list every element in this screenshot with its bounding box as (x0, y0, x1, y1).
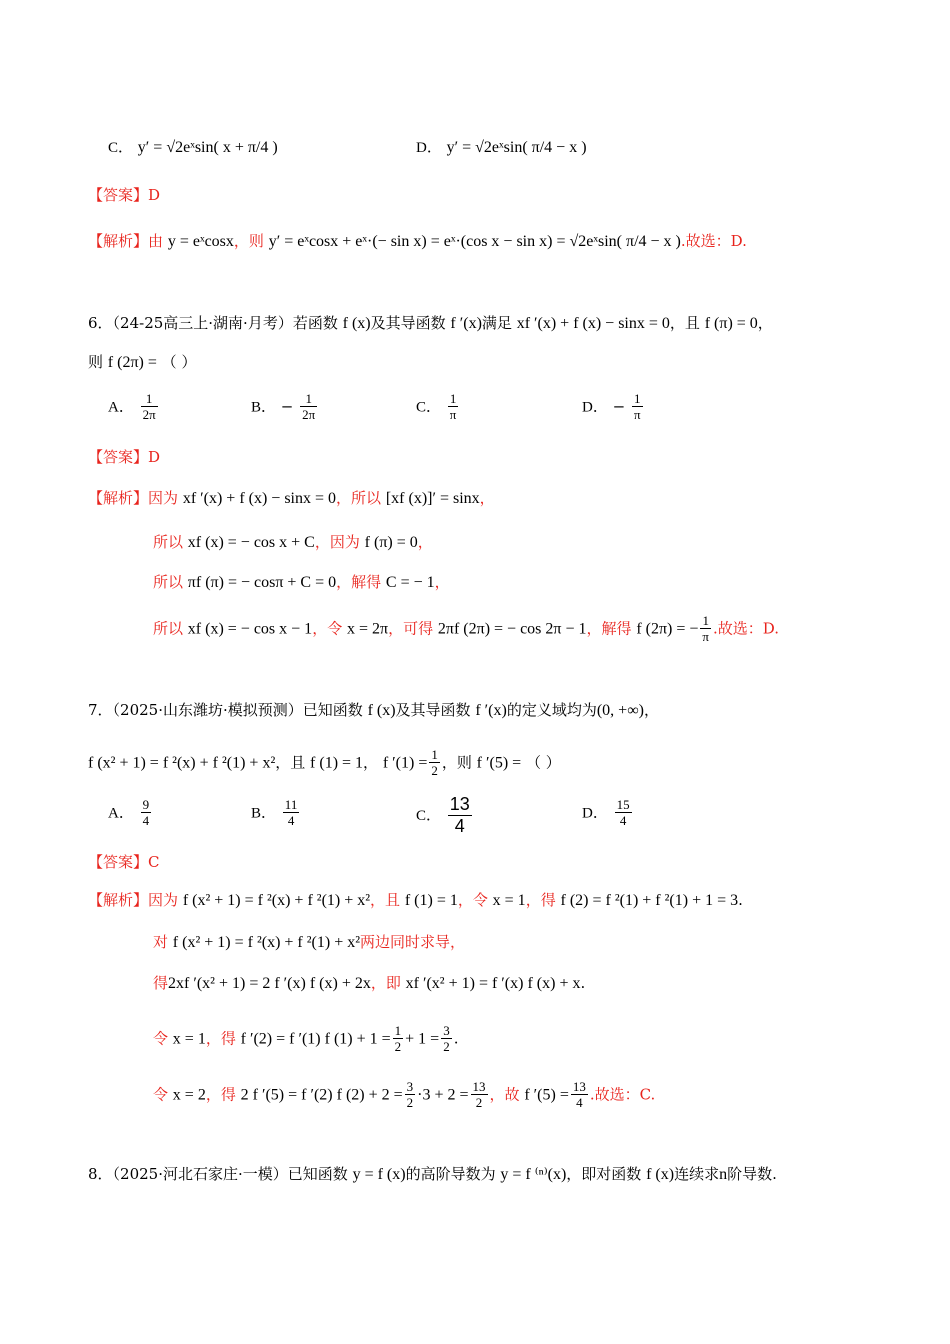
denominator: 4 (571, 1094, 588, 1111)
formula: f (2) = f ²(1) + f ²(1) + 1 = 3 (560, 892, 739, 909)
text: . (580, 974, 586, 992)
q7-option-a (108, 798, 153, 829)
denominator: 2π (302, 407, 316, 423)
denominator: 4 (448, 815, 472, 838)
q7-analysis-line2 (153, 935, 465, 951)
q5-answer (88, 188, 160, 203)
text: 阶导数. (727, 1165, 777, 1183)
q6-option-a (108, 392, 160, 423)
formula: f (x) (646, 1166, 675, 1183)
text: 所以 (153, 573, 184, 591)
text: ，得 (525, 891, 556, 909)
option-sign: − (612, 397, 626, 416)
q6-analysis-line2 (153, 535, 433, 551)
option-label: B． (251, 805, 277, 822)
q6-option-b (251, 392, 319, 423)
q7-option-d (582, 798, 634, 829)
analysis-tag: 【解析】 (88, 232, 149, 250)
denominator: 2 (394, 1039, 402, 1055)
text: ，即对函数 (566, 1165, 642, 1183)
formula: πf (π) = − cosπ + C = 0 (187, 574, 337, 591)
denominator: 4 (615, 812, 632, 829)
formula: f ′(x) (450, 315, 482, 332)
q6-option-d (582, 392, 645, 423)
text: 由 (148, 232, 164, 250)
text: 及其导函数 (370, 314, 446, 332)
analysis-tag: 【解析】 (88, 891, 149, 909)
text: 令 (153, 1085, 169, 1104)
text: 连续求 (674, 1165, 720, 1183)
denominator: 2 (471, 1094, 488, 1111)
formula: xf ′(x² + 1) = f ′(x) f (x) + x (405, 975, 581, 992)
numerator: 15 (616, 797, 630, 812)
answer-blank: （ ） (525, 753, 561, 772)
denominator: π (633, 407, 641, 423)
denominator: π (449, 407, 457, 423)
q8-stem (88, 1167, 777, 1183)
q7-option-c (416, 795, 474, 837)
numerator: 1 (634, 391, 641, 406)
formula: f ′(2) = f ′(1) f (1) + 1 = (240, 1030, 391, 1048)
denominator: 2 (406, 1095, 414, 1111)
text: 所以 (153, 619, 184, 638)
text: 的定义域均为 (506, 701, 597, 719)
text: 则 (88, 353, 104, 371)
fraction (283, 798, 300, 829)
numerator: 3 (406, 1079, 414, 1094)
answer-value: D (148, 186, 161, 204)
formula: f (x² + 1) = f ²(x) + f ²(1) + x² (88, 754, 276, 772)
text: ， (643, 701, 659, 719)
formula: xf ′(x) + f (x) − sinx = 0 (516, 315, 670, 332)
formula: [xf (x)]′ = sinx (385, 490, 480, 507)
text: . (453, 1029, 459, 1048)
formula: f (x) (367, 702, 396, 719)
analysis-tag: 【解析】 (88, 489, 149, 507)
fraction (448, 392, 459, 423)
formula: f (x² + 1) = f ²(x) + f ²(1) + x² (172, 934, 361, 951)
formula: y′ = √2eˣsin( π/4 − x ) (446, 139, 587, 156)
q5-option-c (108, 140, 278, 156)
option-sign: − (280, 397, 294, 416)
formula: + 1 = (405, 1030, 440, 1048)
numerator: 1 (702, 613, 709, 628)
q6-answer (88, 450, 160, 465)
formula: y′ = eˣcosx + eˣ·(− sin x) = eˣ·(cos x − sin x) = √2eˣsin( π/4 − x ) (268, 233, 681, 250)
text: ，且 (370, 891, 401, 909)
formula: y = eˣcosx (167, 233, 234, 250)
fraction (429, 748, 440, 779)
denominator: π (702, 629, 709, 645)
denominator: 2 (431, 763, 438, 779)
answer-tag: 【答案】 (88, 448, 149, 466)
formula: f (2π) = − (636, 620, 699, 638)
q6-stem-line2 (88, 355, 196, 371)
text: ， (434, 573, 450, 591)
q7-analysis-line1 (88, 893, 743, 909)
numerator: 9 (142, 797, 150, 812)
formula: 2xf ′(x² + 1) = 2 f ′(x) f (x) + 2x (168, 975, 371, 992)
text: .故选：D. (680, 232, 747, 250)
text: ， (757, 314, 773, 332)
text: ， (479, 489, 495, 507)
text: 满足 (481, 314, 512, 332)
formula: x = 2π (346, 620, 389, 638)
q7-answer (88, 855, 160, 870)
text: 已知函数 (287, 1165, 348, 1183)
text: ，所以 (336, 489, 382, 507)
text: ，则 (233, 232, 264, 250)
text: .故选：C. (589, 1085, 656, 1104)
formula: x = 2 (172, 1086, 206, 1104)
numerator: 1 (305, 391, 312, 406)
formula: f ′(x) (475, 702, 507, 719)
fraction (448, 795, 472, 837)
text: ， (363, 753, 379, 772)
question-source: （2025·山东潍坊·模拟预测） (112, 701, 303, 719)
numerator: 13 (472, 1079, 486, 1094)
q6-analysis-line3 (153, 575, 450, 591)
q7-stem (88, 703, 659, 719)
text: 已知函数 (302, 701, 363, 719)
denominator: 2π (142, 407, 156, 423)
answer-value: C (148, 853, 160, 871)
answer-tag: 【答案】 (88, 186, 149, 204)
numerator: 1 (394, 1023, 402, 1038)
formula: f (π) = 0 (704, 315, 758, 332)
question-number: 8． (88, 1165, 113, 1183)
option-label: D． (582, 805, 608, 822)
q6-option-c (416, 392, 460, 423)
text: 因为 (148, 891, 179, 909)
fraction (571, 1080, 588, 1111)
text: ，得 (205, 1085, 236, 1104)
answer-blank: （ ） (161, 353, 197, 371)
q7-option-b (251, 798, 301, 829)
option-label: C． (416, 808, 442, 825)
text: 所以 (153, 533, 184, 551)
option-label: B． (251, 399, 277, 416)
denominator: 2 (443, 1039, 450, 1055)
text: 若函数 (292, 314, 338, 332)
text: ， (417, 533, 433, 551)
numerator: 1 (145, 391, 153, 406)
text: 因为 (148, 489, 179, 507)
text: ，令 (457, 891, 488, 909)
text: 两边同时求导， (360, 933, 466, 951)
fraction (615, 798, 632, 829)
q5-analysis (88, 234, 747, 250)
answer-tag: 【答案】 (88, 853, 149, 871)
fraction (700, 614, 711, 645)
text: ，且 (275, 753, 306, 772)
answer-value: D (148, 448, 161, 466)
text: ，解得 (336, 573, 382, 591)
formula: xf ′(x) + f (x) − sinx = 0 (182, 490, 337, 507)
denominator: 4 (142, 813, 150, 829)
text: ，解得 (586, 619, 632, 638)
text: ，即 (370, 974, 401, 992)
q6-stem (88, 316, 773, 332)
q7-analysis-line5 (153, 1080, 655, 1111)
formula: 2πf (2π) = − cos 2π − 1 (437, 620, 587, 638)
fraction (393, 1024, 404, 1055)
text: ，则 (441, 753, 472, 772)
fraction (141, 392, 158, 423)
formula: f ′(5) = (476, 754, 522, 772)
question-number: 6． (88, 314, 113, 332)
text: 得 (153, 974, 169, 992)
fraction (632, 392, 643, 423)
formula: f ′(1) = (382, 754, 428, 772)
fraction (471, 1080, 488, 1111)
formula: y′ = √2eˣsin( x + π/4 ) (137, 139, 278, 156)
formula: n (719, 1166, 728, 1183)
q6-analysis-line4 (153, 614, 779, 645)
numerator: 1 (449, 391, 457, 406)
formula: f (x² + 1) = f ²(x) + f ²(1) + x² (182, 892, 371, 909)
q5-option-d (416, 140, 587, 156)
text: ，且 (669, 314, 700, 332)
q7-analysis-line3 (153, 976, 585, 992)
text: ，可得 (388, 619, 434, 638)
formula: C = − 1 (385, 574, 435, 591)
text: ，令 (312, 619, 343, 638)
formula: x = 1 (172, 1030, 206, 1048)
option-label: D． (416, 140, 442, 156)
formula: f (x) (342, 315, 371, 332)
fraction (141, 798, 152, 829)
option-label: D． (582, 399, 608, 416)
fraction (300, 392, 317, 423)
formula: ·3 + 2 = (417, 1086, 469, 1104)
numerator: 13 (449, 794, 470, 814)
text: ，得 (205, 1029, 236, 1048)
question-source: （2025·河北石家庄·一模） (112, 1165, 288, 1183)
formula: f (π) = 0 (364, 534, 418, 551)
q7-analysis-line4 (153, 1024, 458, 1055)
text: ，因为 (314, 533, 360, 551)
fraction (405, 1080, 416, 1111)
question-number: 7． (88, 701, 113, 719)
formula: (0, +∞) (596, 702, 644, 719)
formula: f (1) = 1 (310, 754, 364, 772)
option-label: C． (416, 399, 442, 416)
option-label: A． (108, 805, 134, 822)
text: 的高阶导数为 (405, 1165, 496, 1183)
formula: f (2π) = (107, 354, 157, 371)
question-source: （24-25高三上·湖南·月考） (112, 314, 293, 332)
formula: y = f ⁽ⁿ⁾(x) (500, 1166, 567, 1183)
text: ，故 (489, 1085, 520, 1104)
formula: f (1) = 1 (404, 892, 458, 909)
text: 令 (153, 1029, 169, 1048)
fraction (441, 1024, 452, 1055)
q7-stem-line2 (88, 748, 561, 779)
option-label: C． (108, 140, 134, 156)
formula: y = f (x) (352, 1166, 406, 1183)
numerator: 11 (284, 797, 298, 812)
text: 对 (153, 933, 169, 951)
formula: x = 1 (492, 892, 526, 909)
numerator: 1 (431, 747, 438, 762)
text: .故选：D. (713, 619, 780, 638)
formula: xf (x) = − cos x − 1 (187, 620, 313, 638)
formula: f ′(5) = (524, 1086, 569, 1104)
option-label: A． (108, 399, 134, 416)
text: 及其导函数 (395, 701, 471, 719)
numerator: 3 (443, 1023, 450, 1038)
formula: 2 f ′(5) = f ′(2) f (2) + 2 = (240, 1086, 403, 1104)
denominator: 4 (283, 812, 300, 829)
q6-analysis-line1 (88, 491, 495, 507)
numerator: 13 (572, 1079, 586, 1094)
text: . (738, 891, 743, 909)
formula: xf (x) = − cos x + C (187, 534, 315, 551)
